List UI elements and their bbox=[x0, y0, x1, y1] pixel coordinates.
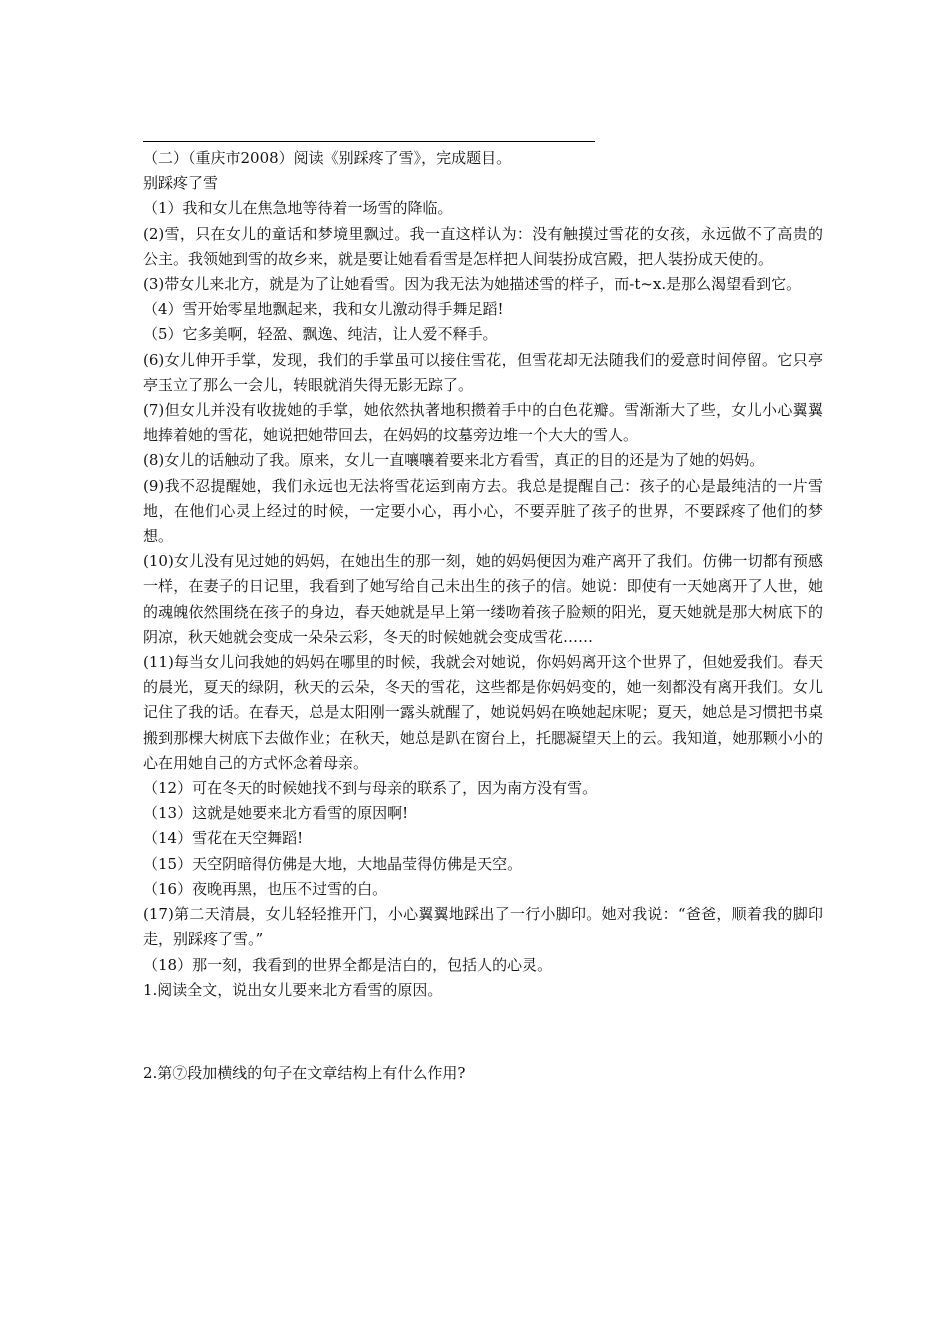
paragraph-12: （12）可在冬天的时候她找不到与母亲的联系了，因为南方没有雪。 bbox=[143, 779, 598, 798]
paragraph-5: （5）它多美啊，轻盈、飘逸、纯洁，让人爱不释手。 bbox=[143, 325, 498, 344]
paragraph-14: （14）雪花在天空舞蹈! bbox=[143, 829, 304, 848]
paragraph-16: （16）夜晚再黑，也压不过雪的白。 bbox=[143, 879, 388, 898]
paragraph-8: (8)女儿的话触动了我。原来，女儿一直嚷嚷着要来北方看雪，真正的目的还是为了她的妈妈。 bbox=[143, 451, 765, 470]
header-divider bbox=[143, 141, 595, 142]
paragraph-15: （15）天空阴暗得仿佛是大地，大地晶莹得仿佛是天空。 bbox=[143, 854, 523, 873]
paragraph-17: (17)第二天清晨，女儿轻轻推开门，小心翼翼地踩出了一行小脚印。她对我说：“爸爸，顺着我的脚印走，别踩疼了雪。” bbox=[143, 905, 823, 949]
article-title: 别踩疼了雪 bbox=[143, 174, 219, 193]
paragraph-4: （4）雪开始零星地飘起来，我和女儿激动得手舞足蹈! bbox=[143, 300, 504, 319]
paragraph-13: （13）这就是她要来北方看雪的原因啊! bbox=[143, 804, 409, 823]
paragraph-2: (2)雪，只在女儿的童话和梦境里飘过。我一直这样认为：没有触摸过雪花的女孩，永远做不了高贵的公主。我领她到雪的故乡来，就是要让她看看雪是怎样把人间装扮成宫殿，把人装扮成天使的。 bbox=[143, 224, 823, 268]
paragraph-18: （18）那一刻，我看到的世界全都是洁白的，包括人的心灵。 bbox=[143, 955, 553, 974]
question-2: 2.第⑦段加横线的句子在文章结构上有什么作用? bbox=[143, 1063, 466, 1082]
question-1: 1.阅读全文，说出女儿要来北方看雪的原因。 bbox=[143, 980, 443, 999]
paragraph-6: (6)女儿伸开手掌，发现，我们的手掌虽可以接住雪花，但雪花却无法随我们的爱意时间停留。它只亭亭玉立了那么一会儿，转眼就消失得无影无踪了。 bbox=[143, 350, 823, 394]
paragraph-9: (9)我不忍提醒她，我们永远也无法将雪花运到南方去。我总是提醒自己：孩子的心是最纯洁的一片雪地，在他们心灵上经过的时候，一定要小心，再小心，不要弄脏了孩子的世界，不要踩疼了他们的梦想。 bbox=[143, 476, 823, 546]
article-content bbox=[143, 146, 823, 1086]
paragraph-7: (7)但女儿并没有收拢她的手掌，她依然执著地积攒着手中的白色花瓣。雪渐渐大了些，女儿小心翼翼地捧着她的雪花，她说把她带回去，在妈妈的坟墓旁边堆一个大大的雪人。 bbox=[143, 401, 823, 445]
paragraph-10: (10)女儿没有见过她的妈妈，在她出生的那一刻，她的妈妈便因为难产离开了我们。仿佛一切都有预感一样，在妻子的日记里，我看到了她写给自己未出生的孩子的信。她说：即使有一天她离开了人世，她的魂魄依然围绕在孩子的身边，春天她就是早上第一缕吻着孩子脸颊的阳光，夏天她就是那大树底下的阴凉，秋天她就会变成一朵朵云彩，冬天的时候她就会变成雪花…… bbox=[143, 552, 823, 646]
paragraph-11: (11)每当女儿问我她的妈妈在哪里的时候，我就会对她说，你妈妈离开这个世界了，但她爱我们。春天的晨光，夏天的绿阴，秋天的云朵，冬天的雪花，这些都是你妈妈变的，她一刻都没有离开我们。女儿记住了我的话。在春天，总是太阳刚一露头就醒了，她说妈妈在唤她起床呢；夏天，她总是习惯把书桌搬到那棵大树底下去做作业；在秋天，她总是趴在窗台上，托腮凝望天上的云。我知道，她那颗小小的心在用她自己的方式怀念着母亲。 bbox=[143, 653, 823, 772]
paragraph-1: （1）我和女儿在焦急地等待着一场雪的降临。 bbox=[143, 199, 453, 218]
section-header: （二）（重庆市2008）阅读《别踩疼了雪》，完成题目。 bbox=[143, 149, 512, 167]
paragraph-3: (3)带女儿来北方，就是为了让她看雪。因为我无法为她描述雪的样子，而-t~x.是那么渴望看到它。 bbox=[143, 275, 802, 294]
